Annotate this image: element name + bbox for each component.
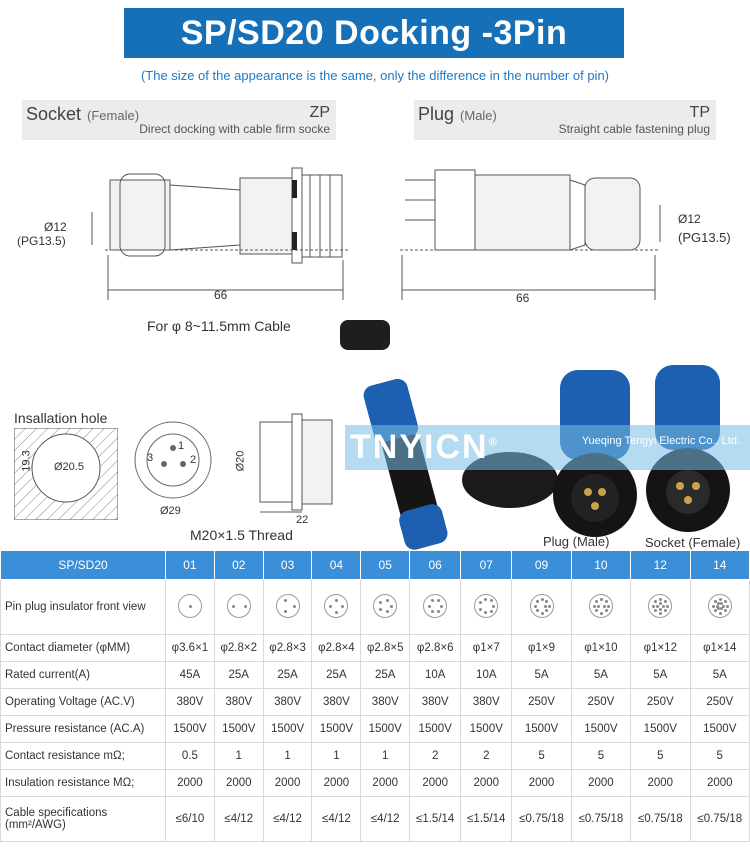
install-hole-drawing (14, 428, 118, 520)
pin-dot (605, 600, 608, 603)
table-row (1, 743, 750, 770)
pin-dot (714, 609, 717, 612)
pin-face-icon (530, 594, 554, 618)
table-cell: 2000 (631, 770, 690, 797)
socket-title: Socket (Female) (26, 104, 140, 124)
column-header: 05 (361, 551, 410, 580)
pin-face-icon (227, 594, 251, 618)
pin-face-icon (423, 594, 447, 618)
plug-length: 66 (516, 291, 530, 305)
pin-dot (607, 605, 610, 608)
pin-front-view (361, 580, 410, 635)
table-cell: 1500V (631, 716, 690, 743)
table-cell: ≤6/10 (166, 797, 215, 842)
pin-dot (597, 605, 600, 608)
thread-spec: M20×1.5 Thread (190, 527, 293, 543)
table-cell: 2 (410, 743, 461, 770)
pin-dot (536, 609, 539, 612)
table-cell: φ2.8×5 (361, 635, 410, 662)
plug-photo-label: Plug (Male) (543, 534, 610, 549)
table-cell: ≤4/12 (312, 797, 361, 842)
row-label: Pin plug insulator front view (1, 580, 166, 635)
pin-front-view (631, 580, 690, 635)
table-cell: 380V (410, 689, 461, 716)
pin-front-view (461, 580, 512, 635)
row-label: Pressure resistance (AC.A) (1, 716, 166, 743)
table-cell: 2000 (214, 770, 263, 797)
pin-dot (654, 609, 657, 612)
thread-diameter: Ø20 (234, 450, 247, 472)
pin-dot (545, 600, 548, 603)
pin-dot (654, 600, 657, 603)
pin-dot (664, 600, 667, 603)
column-header: 09 (512, 551, 571, 580)
pin-dot (659, 608, 662, 611)
plug-code: TP (689, 104, 710, 121)
table-cell: 5A (512, 662, 571, 689)
pin-dot (595, 600, 598, 603)
install-hole-diameter: Ø20.5 (54, 461, 84, 473)
table-cell: φ1×12 (631, 635, 690, 662)
pin-dot (484, 598, 487, 601)
pin-dot (544, 605, 547, 608)
table-row (1, 716, 750, 743)
table-cell: 5A (690, 662, 750, 689)
face-diameter: Ø29 (160, 505, 181, 517)
pin-dot (720, 607, 723, 610)
table-body (1, 580, 750, 842)
table-cell: ≤0.75/18 (690, 797, 750, 842)
table-cell: ≤0.75/18 (631, 797, 690, 842)
pin-dot (652, 605, 655, 608)
pin-dot (293, 605, 296, 608)
socket-desc: Direct docking with cable firm socke (139, 122, 330, 136)
table-row (1, 635, 750, 662)
pin-dot (479, 608, 482, 611)
table-cell: 1500V (263, 716, 312, 743)
plug-dia: Ø12 (678, 212, 701, 226)
pin-dot (726, 605, 729, 608)
column-header: 02 (214, 551, 263, 580)
row-label: Cable specifications (mm²/AWG) (1, 797, 166, 842)
pin-dot (490, 599, 493, 602)
table-cell: ≤4/12 (263, 797, 312, 842)
pin-dot (595, 609, 598, 612)
pin-dot (712, 605, 715, 608)
table-cell: 1500V (410, 716, 461, 743)
table-cell: 380V (312, 689, 361, 716)
cable-range: For φ 8~11.5mm Cable (147, 318, 291, 334)
table-cell: 2000 (166, 770, 215, 797)
pin-dot (662, 605, 665, 608)
table-row (1, 770, 750, 797)
thread-length: 22 (296, 514, 309, 526)
table-cell: ≤4/12 (214, 797, 263, 842)
socket-face-drawing (128, 412, 228, 512)
pin-dot (189, 605, 192, 608)
pin-label-3: 3 (147, 452, 154, 464)
table-cell: 2000 (361, 770, 410, 797)
pin-dot (335, 599, 338, 602)
table-cell: 1500V (512, 716, 571, 743)
table-cell: 2000 (690, 770, 750, 797)
pin-label-1: 1 (178, 440, 185, 452)
pin-dot (659, 612, 662, 615)
pin-front-view (410, 580, 461, 635)
table-cell: 2000 (312, 770, 361, 797)
table-cell: 1500V (461, 716, 512, 743)
column-header: 03 (263, 551, 312, 580)
pin-dot (479, 601, 482, 604)
table-cell: φ2.8×2 (214, 635, 263, 662)
table-cell: 1 (312, 743, 361, 770)
plug-title: Plug (Male) (418, 104, 497, 124)
table-cell: 1500V (214, 716, 263, 743)
table-cell: 25A (214, 662, 263, 689)
pin-dot (490, 610, 493, 613)
row-label: Insulation resistance MΩ; (1, 770, 166, 797)
pin-dot (548, 605, 551, 608)
table-cell: φ2.8×3 (263, 635, 312, 662)
column-header: 06 (410, 551, 461, 580)
table-row (1, 797, 750, 842)
table-cell: 2000 (571, 770, 630, 797)
pin-dot (244, 605, 247, 608)
socket-pg: (PG13.5) (17, 234, 66, 248)
column-header: 07 (461, 551, 512, 580)
table-cell: 1500V (571, 716, 630, 743)
pin-front-view (263, 580, 312, 635)
table-cell: 250V (571, 689, 630, 716)
table-cell: 250V (690, 689, 750, 716)
pin-dot (431, 599, 434, 602)
table-cell: 5 (571, 743, 630, 770)
table-cell: 5A (631, 662, 690, 689)
pin-face-icon (373, 594, 397, 618)
table-cell: 25A (263, 662, 312, 689)
column-header: 12 (631, 551, 690, 580)
pin-dot (541, 598, 544, 601)
table-cell: ≤0.75/18 (571, 797, 630, 842)
table-cell: 45A (166, 662, 215, 689)
thread-drawing (240, 412, 340, 517)
row-label: Rated current(A) (1, 662, 166, 689)
pin-face-icon (648, 594, 672, 618)
socket-code: ZP (309, 104, 330, 121)
table-cell: 25A (361, 662, 410, 689)
pin-dot (593, 605, 596, 608)
pin-face-icon (178, 594, 202, 618)
table-cell: 25A (312, 662, 361, 689)
table-cell: 380V (166, 689, 215, 716)
table-cell: 380V (214, 689, 263, 716)
pin-dot (379, 601, 382, 604)
plug-desc: Straight cable fastening plug (558, 122, 710, 136)
pin-dot (492, 605, 495, 608)
table-cell: 250V (631, 689, 690, 716)
table-cell: 380V (461, 689, 512, 716)
table-cell: 10A (410, 662, 461, 689)
pin-dot (605, 609, 608, 612)
socket-dia: Ø12 (44, 220, 67, 234)
pin-dot (341, 605, 344, 608)
pin-dot (335, 611, 338, 614)
table-cell: 1500V (166, 716, 215, 743)
pin-face-icon (589, 594, 613, 618)
pin-dot (440, 605, 443, 608)
pin-label-2: 2 (190, 454, 197, 466)
pin-dot (329, 605, 332, 608)
socket-length: 66 (214, 288, 228, 302)
table-cell: ≤1.5/14 (410, 797, 461, 842)
table-cell: 5 (631, 743, 690, 770)
table-cell: 2000 (263, 770, 312, 797)
table-cell: ≤4/12 (361, 797, 410, 842)
spec-table (0, 550, 750, 842)
pin-dot (386, 599, 389, 602)
table-cell: φ1×14 (690, 635, 750, 662)
pin-dot (284, 599, 287, 602)
row-label: Operating Voltage (AC.V) (1, 689, 166, 716)
table-cell: φ1×9 (512, 635, 571, 662)
table-cell: 2000 (461, 770, 512, 797)
pin-dot (437, 599, 440, 602)
pin-face-icon (474, 594, 498, 618)
pin-dot (664, 609, 667, 612)
plug-header (414, 100, 716, 140)
pin-dot (600, 612, 603, 615)
pin-dot (390, 605, 393, 608)
pin-dot (545, 609, 548, 612)
pin-dot (428, 605, 431, 608)
table-header-label: SP/SD20 (1, 551, 166, 580)
page-title: SP/SD20 Docking -3Pin (124, 8, 624, 58)
pin-front-view (571, 580, 630, 635)
table-cell: 1 (214, 743, 263, 770)
table-cell: 2000 (410, 770, 461, 797)
table-cell: ≤1.5/14 (461, 797, 512, 842)
brand-logo: TNYICN® (350, 428, 499, 466)
table-cell: φ1×7 (461, 635, 512, 662)
row-label: Contact diameter (φMM) (1, 635, 166, 662)
pin-dot (724, 600, 727, 603)
table-row (1, 689, 750, 716)
plug-pg: (PG13.5) (678, 230, 731, 245)
pin-dot (386, 610, 389, 613)
socket-header (22, 100, 336, 140)
column-header: 04 (312, 551, 361, 580)
table-cell: φ2.8×6 (410, 635, 461, 662)
table-cell: 380V (361, 689, 410, 716)
table-cell: 250V (512, 689, 571, 716)
table-header-row (1, 551, 750, 580)
pin-face-icon (276, 594, 300, 618)
pin-dot (603, 605, 606, 608)
watermark-banner (345, 425, 750, 470)
pin-face-icon (324, 594, 348, 618)
column-header: 01 (166, 551, 215, 580)
pin-dot (541, 612, 544, 615)
pin-face-icon (708, 594, 732, 618)
pin-dot (232, 605, 235, 608)
pin-front-view (214, 580, 263, 635)
pin-dot (719, 598, 722, 601)
pin-dot (724, 609, 727, 612)
pin-dot (666, 605, 669, 608)
install-hole-label: Insallation hole (14, 410, 108, 426)
socket-photo-label: Socket (Female) (645, 535, 741, 550)
pin-dot (536, 600, 539, 603)
table-cell: 2 (461, 743, 512, 770)
pin-dot (379, 608, 382, 611)
table-cell: 380V (263, 689, 312, 716)
table-cell: 1500V (690, 716, 750, 743)
table-cell: 5 (512, 743, 571, 770)
plug-drawing (390, 150, 690, 315)
pin-dot (600, 598, 603, 601)
page-subtitle: (The size of the appearance is the same, only the difference in the number of pin) (140, 68, 610, 83)
table-row (1, 580, 750, 635)
pin-dot (431, 610, 434, 613)
table-cell: 1500V (312, 716, 361, 743)
table-cell: ≤0.75/18 (512, 797, 571, 842)
table-cell: 10A (461, 662, 512, 689)
row-label: Contact resistance mΩ; (1, 743, 166, 770)
company-name: Yueqing Tengyi Electric Co., Ltd. (581, 435, 740, 447)
pin-dot (534, 605, 537, 608)
table-cell: 1 (361, 743, 410, 770)
pin-dot (716, 605, 719, 608)
pin-dot (656, 605, 659, 608)
table-cell: 1500V (361, 716, 410, 743)
pin-dot (719, 612, 722, 615)
pin-dot (284, 610, 287, 613)
table-cell: φ2.8×4 (312, 635, 361, 662)
pin-dot (659, 602, 662, 605)
pin-dot (437, 610, 440, 613)
column-header: 14 (690, 551, 750, 580)
table-row (1, 662, 750, 689)
pin-front-view (512, 580, 571, 635)
table-cell: 5 (690, 743, 750, 770)
install-hole-height: 19.3 (20, 450, 33, 472)
table-cell: φ3.6×1 (166, 635, 215, 662)
pin-front-view (166, 580, 215, 635)
column-header: 10 (571, 551, 630, 580)
pin-dot (659, 598, 662, 601)
table-cell: 1 (263, 743, 312, 770)
table-cell: 0.5 (166, 743, 215, 770)
table-cell: 2000 (512, 770, 571, 797)
table-cell: 5A (571, 662, 630, 689)
pin-dot (484, 611, 487, 614)
pin-front-view (312, 580, 361, 635)
pin-front-view (690, 580, 750, 635)
table-cell: φ1×10 (571, 635, 630, 662)
